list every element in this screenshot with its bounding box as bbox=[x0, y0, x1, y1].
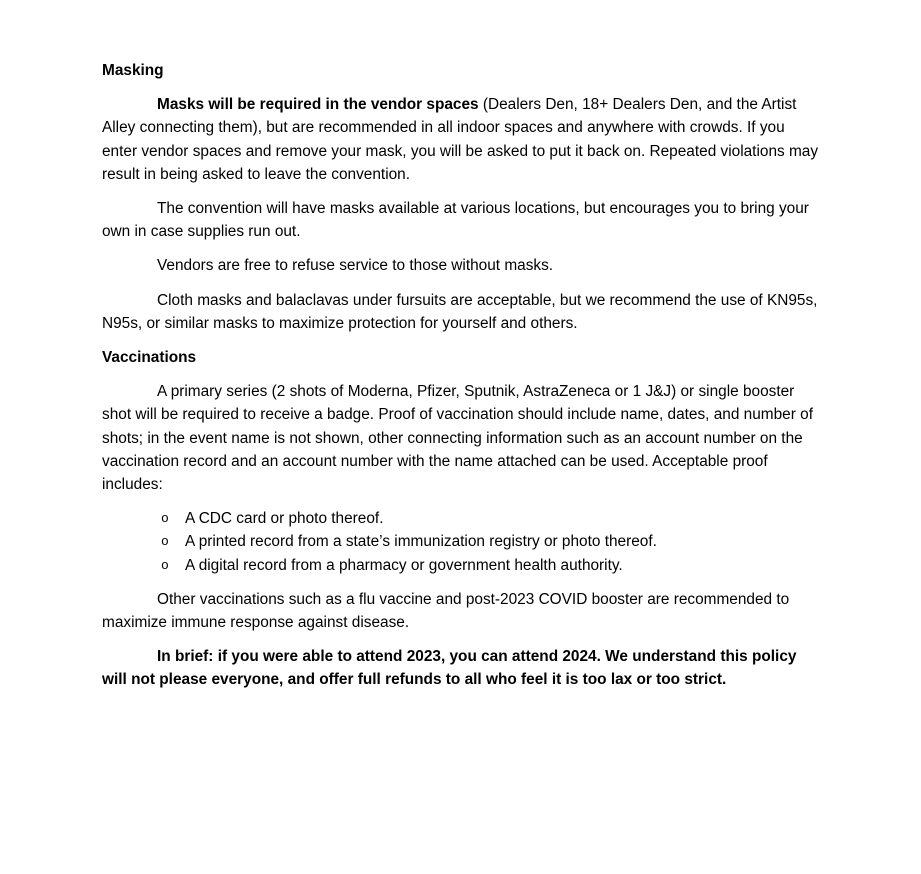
text-run: (Dealers Den, 18+ Dealers Den, and the Artist Alley connecting them), but are recommended in all indoor spaces and anywhere with crowds. If you enter vendor spaces and remove your mask, you will be asked to put it back on. Repeated violations may result in being asked to leave the convention. bbox=[102, 96, 819, 183]
text-run: Masks will be required in the vendor spaces bbox=[157, 96, 479, 114]
text-run: The convention will have masks available at various locations, but encourages you to bring your own in case supplies run out. bbox=[102, 200, 809, 241]
list-item-text: A CDC card or photo thereof. bbox=[185, 510, 384, 528]
paragraph bbox=[102, 380, 820, 496]
section-heading: Masking bbox=[102, 62, 164, 79]
paragraph bbox=[102, 289, 820, 335]
list-item bbox=[102, 530, 820, 553]
paragraph bbox=[102, 588, 820, 634]
paragraph bbox=[102, 254, 820, 277]
list-item-text: A digital record from a pharmacy or government health authority. bbox=[185, 556, 623, 574]
paragraph bbox=[102, 197, 820, 243]
bullet-list bbox=[102, 507, 820, 577]
list-item bbox=[102, 554, 820, 577]
paragraph bbox=[102, 93, 820, 186]
text-run: Cloth masks and balaclavas under fursuits are acceptable, but we recommend the use of KN95s, N95s, or similar masks to maximize protection for yourself and others. bbox=[102, 291, 818, 332]
text-run: In brief: if you were able to attend 2023, you can attend 2024. We understand this policy will not please everyone, and offer full refunds to all who feel it is too lax or too strict. bbox=[102, 648, 797, 689]
document-content bbox=[102, 59, 820, 703]
list-item-text: A printed record from a state’s immunization registry or photo thereof. bbox=[185, 533, 657, 551]
text-run: Vendors are free to refuse service to those without masks. bbox=[157, 257, 554, 275]
circle-bullet-icon: o bbox=[161, 511, 169, 527]
circle-bullet-icon: o bbox=[161, 557, 169, 573]
paragraph bbox=[102, 645, 820, 691]
section-heading: Vaccinations bbox=[102, 349, 197, 367]
text-run: Other vaccinations such as a flu vaccine and post-2023 COVID booster are recommended to maximize immune response against disease. bbox=[102, 590, 790, 632]
list-item bbox=[102, 507, 820, 530]
text-run: A primary series (2 shots of Moderna, Pfizer, Sputnik, AstraZeneca or 1 J&J) or single booster shot will be required to receive a badge. Proof of vaccination should include name, dates, and number of shots; in the event name is not shown, other connecting information such as an account number on the vaccination record and an account number with the name attached can be used. Acceptable proof includes: bbox=[102, 383, 813, 494]
circle-bullet-icon: o bbox=[161, 534, 169, 550]
